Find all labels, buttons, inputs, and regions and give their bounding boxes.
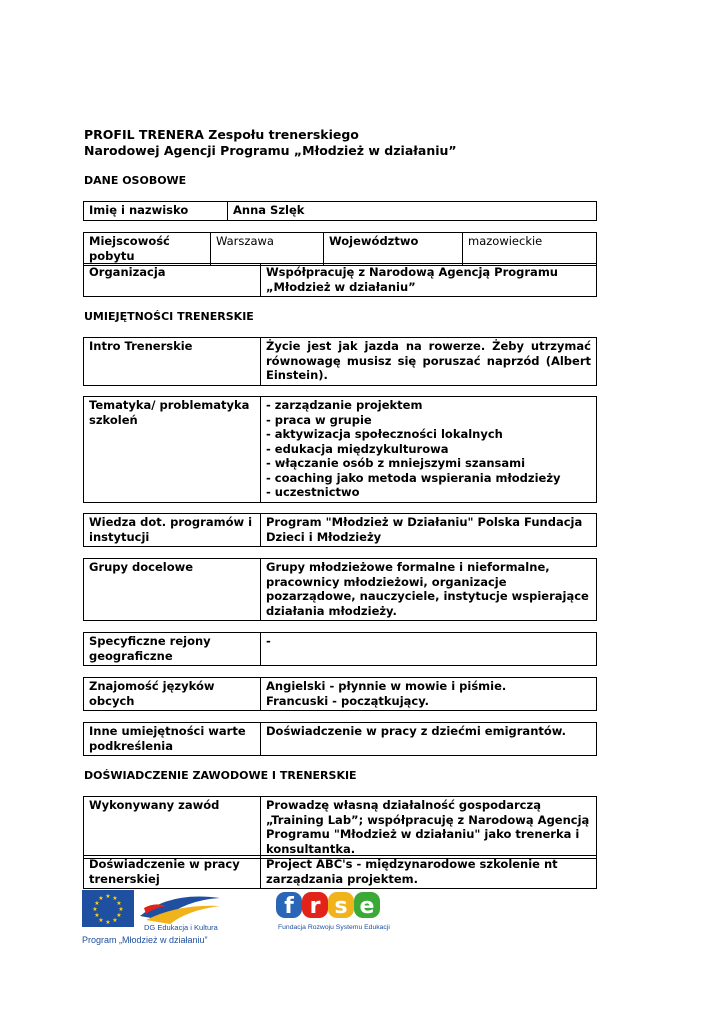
regions-table (83, 632, 597, 666)
intro-value: Życie jest jak jazda na rowerze. Żeby utrzymać równowagę musisz się poruszać naprzód (Albert Einstein). (261, 338, 597, 386)
intro-label: Intro Trenerskie (84, 338, 261, 386)
svg-text:★: ★ (94, 912, 100, 919)
org-value (261, 264, 597, 297)
topics-label: Tematyka/ problematyka szkoleń (84, 397, 261, 503)
name-label: Imię i nazwisko (84, 202, 228, 221)
groups-label: Grupy docelowe (84, 559, 261, 621)
region-value: mazowieckie (463, 233, 597, 266)
other-skills-table (83, 722, 597, 756)
topic-item: - coaching jako metoda wspierania młodzieży (266, 470, 561, 485)
svg-text:★: ★ (105, 893, 111, 900)
frse-letter: f (284, 894, 294, 919)
frse-letter: r (309, 894, 321, 919)
knowledge-label: Wiedza dot. programów i instytucji (84, 514, 261, 547)
topic-item: - zarządzanie projektem (266, 398, 423, 412)
footer-logos (80, 886, 400, 946)
exp-value: Project ABC's - międzynarodowe szkolenie nt zarządzania projektem. (261, 856, 597, 889)
youth-in-action-swoosh-icon (140, 896, 220, 924)
name-table (83, 201, 597, 221)
frse-letter: s (334, 894, 348, 919)
topic-item: - aktywizacja społeczności lokalnych (266, 427, 503, 441)
svg-text:★: ★ (94, 900, 100, 907)
language-line-2: Francuski - początkujący. (266, 693, 430, 708)
title-line-1: PROFIL TRENERA Zespołu trenerskiego (84, 127, 359, 142)
topics-list (261, 397, 597, 503)
eu-flag-icon (82, 890, 134, 927)
frse-letter: e (359, 894, 375, 919)
job-value: Prowadzę własną działalność gospodarczą „Training Lab”; współpracuję z Narodową Agencją Programu "Młodzież w działaniu" jako trenerka i konsultantka. (261, 797, 597, 859)
languages-value (261, 678, 597, 711)
org-value-line-2: „Młodzież w działaniu” (266, 279, 416, 294)
org-label: Organizacja (84, 264, 261, 297)
knowledge-value: Program "Młodzież w Działaniu" Polska Fundacja Dzieci i Młodzieży (261, 514, 597, 547)
svg-text:★: ★ (105, 919, 111, 926)
languages-label: Znajomość języków obcych (84, 678, 261, 711)
languages-table (83, 677, 597, 711)
frse-logo-icon (276, 892, 380, 919)
title-line-2: Narodowej Agencji Programu „Młodzież w działaniu” (84, 143, 457, 158)
regions-label: Specyficzne rejony geograficzne (84, 633, 261, 666)
topic-item: - praca w grupie (266, 412, 372, 427)
frse-text: Fundacja Rozwoju Systemu Edukacji (278, 924, 390, 931)
svg-text:★: ★ (112, 917, 118, 924)
groups-value: Grupy młodzieżowe formalne i nieformalne, pracownicy młodzieżowi, organizacje pozarządowe, nauczyciele, instytucje wspierające działania młodzieży. (261, 559, 597, 621)
dg-text: DG Edukacja i Kultura (144, 923, 218, 932)
knowledge-table (83, 513, 597, 547)
organization-table (83, 263, 597, 297)
city-value: Warszawa (211, 233, 324, 266)
svg-text:★: ★ (116, 912, 122, 919)
svg-text:★: ★ (98, 895, 104, 902)
program-text: Program „Młodzież w działaniu” (82, 935, 208, 945)
city-label: Miejscowość pobytu (84, 233, 211, 266)
job-table (83, 796, 597, 859)
region-label: Województwo (324, 233, 463, 266)
regions-value: - (261, 633, 597, 666)
section-skills: UMIEJĘTNOŚCI TRENERSKIE (84, 310, 254, 323)
exp-label: Doświadczenie w pracy trenerskiej (84, 856, 261, 889)
svg-text:★: ★ (92, 906, 98, 913)
topics-table (83, 396, 597, 503)
location-table (83, 232, 597, 266)
svg-text:★: ★ (116, 900, 122, 907)
svg-text:★: ★ (118, 906, 124, 913)
section-experience: DOŚWIADCZENIE ZAWODOWE I TRENERSKIE (84, 769, 357, 782)
language-line-1: Angielski - płynnie w mowie i piśmie. (266, 679, 507, 693)
topic-item: - uczestnictwo (266, 485, 360, 499)
topic-item: - edukacja międzykulturowa (266, 441, 449, 456)
svg-text:★: ★ (98, 917, 104, 924)
section-personal: DANE OSOBOWE (84, 174, 187, 187)
training-experience-table (83, 855, 597, 889)
document-title (84, 127, 457, 159)
svg-text:★: ★ (112, 895, 118, 902)
topic-item: - włączanie osób z mniejszymi szansami (266, 456, 526, 470)
name-value: Anna Szlęk (228, 202, 597, 221)
groups-table (83, 558, 597, 621)
org-value-line-1: Współpracuję z Narodową Agencją Programu (266, 265, 558, 279)
other-value: Doświadczenie w pracy z dziećmi emigrantów. (261, 723, 597, 756)
other-label: Inne umiejętności warte podkreślenia (84, 723, 261, 756)
intro-table (83, 337, 597, 386)
job-label: Wykonywany zawód (84, 797, 261, 859)
